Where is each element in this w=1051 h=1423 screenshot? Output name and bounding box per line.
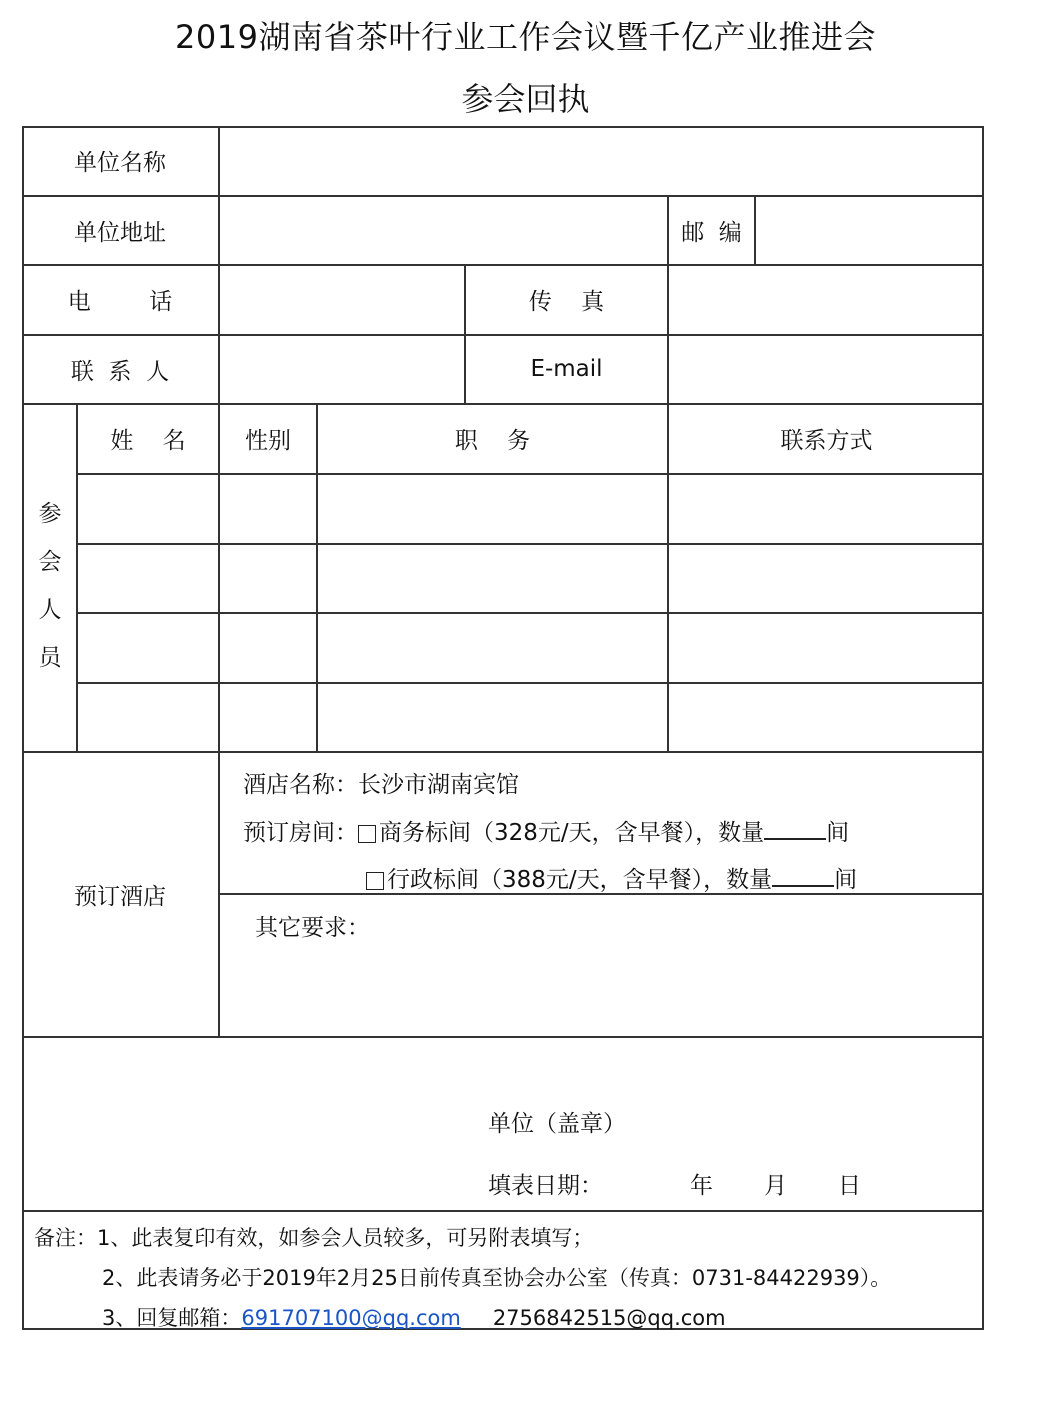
postcode-label: 邮 编	[681, 219, 742, 246]
org-address-field[interactable]	[220, 197, 666, 263]
checkbox-executive-room[interactable]	[366, 872, 384, 890]
attendee-row[interactable]	[78, 614, 982, 682]
email-field[interactable]	[669, 336, 982, 402]
postcode-field[interactable]	[756, 197, 982, 263]
col-name-header: 姓 名	[110, 428, 186, 454]
attendee-row[interactable]	[78, 684, 982, 751]
stamp-label: 单位（盖章）	[488, 1111, 626, 1137]
note-line-3-prefix: 3、回复邮箱：	[102, 1306, 242, 1330]
org-name-field[interactable]	[220, 128, 982, 194]
phone-field[interactable]	[220, 266, 463, 332]
contact-field[interactable]	[220, 336, 463, 402]
org-address-label: 单位地址	[74, 219, 166, 246]
date-month: 月	[764, 1173, 787, 1199]
other-requirements-field[interactable]	[220, 945, 982, 1035]
hotel-name: 酒店名称：长沙市湖南宾馆	[243, 772, 519, 798]
date-day: 日	[838, 1173, 861, 1199]
hotel-label: 预订酒店	[74, 883, 166, 910]
contact-label: 联 系 人	[70, 358, 170, 385]
divider	[22, 1036, 984, 1038]
booking-label: 预订房间：	[243, 820, 358, 846]
col-position-header: 职 务	[454, 428, 531, 454]
divider	[22, 1210, 984, 1212]
room-executive-text: 行政标间（388元/天，含早餐），数量	[387, 867, 773, 893]
checkbox-business-room[interactable]	[358, 825, 376, 843]
note-line-1: 备注：1、此表复印有效，如参会人员较多，可另附表填写；	[34, 1226, 594, 1250]
org-name-label: 单位名称	[74, 150, 166, 176]
email-label: E-mail	[530, 356, 603, 382]
quantity-executive-field[interactable]	[772, 865, 834, 887]
date-year: 年	[690, 1173, 713, 1199]
quantity-business-field[interactable]	[764, 818, 826, 840]
note-line-3	[102, 1302, 726, 1332]
col-gender-header: 性别	[245, 428, 291, 454]
room-option-business	[243, 814, 849, 847]
date-label: 填表日期：	[488, 1173, 603, 1199]
reply-email-link[interactable]: 691707100@qq.com	[241, 1306, 461, 1330]
fax-field[interactable]	[669, 266, 982, 332]
document-title: 2019湖南省茶叶行业工作会议暨千亿产业推进会	[175, 18, 876, 56]
note-line-2: 2、此表请务必于2019年2月25日前传真至协会办公室（传真：0731-84422939）。	[102, 1266, 892, 1290]
room-business-text: 商务标间（328元/天，含早餐），数量	[379, 820, 765, 846]
phone-label: 电 话	[67, 289, 173, 315]
col-contact-header: 联系方式	[780, 428, 873, 454]
other-requirements-label: 其它要求：	[255, 915, 370, 941]
attendee-row[interactable]	[78, 475, 982, 543]
attendees-label	[22, 490, 78, 682]
document-subtitle: 参会回执	[461, 80, 590, 118]
fax-label: 传 真	[528, 289, 605, 315]
attendee-row[interactable]	[78, 545, 982, 612]
attendees-label-text: 参 会 人 员	[38, 501, 62, 671]
room-unit: 间	[826, 820, 850, 846]
reply-email-2: 2756842515@qq.com	[492, 1306, 726, 1330]
room-option-executive	[366, 861, 857, 894]
room-unit: 间	[834, 867, 858, 893]
